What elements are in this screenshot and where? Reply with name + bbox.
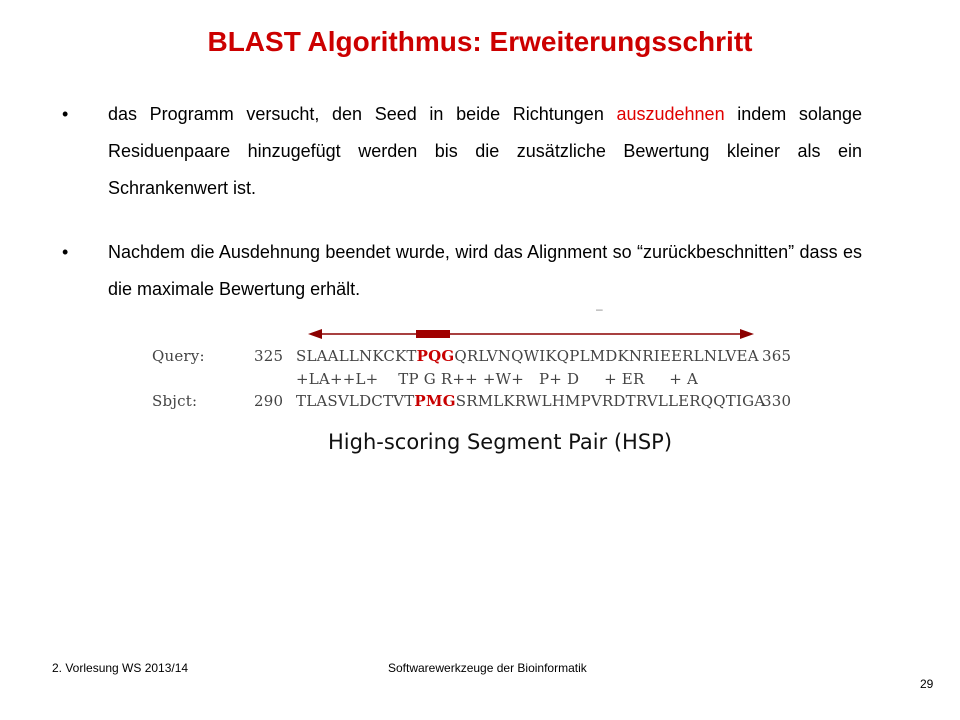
query-pre: SLAALLNKCKT	[296, 347, 417, 365]
sbjct-end: 330	[762, 392, 792, 410]
page-number: 29	[920, 677, 934, 691]
bullet-item	[62, 96, 862, 207]
query-post: QRLVNQWIKQPLMDKNRIEERLNLVEA	[454, 347, 759, 365]
arrow-right-head	[740, 329, 754, 339]
query-start: 325	[254, 347, 284, 365]
bullet-text-continued: indem solange Residuenpaare hinzugefügt werden bis die zusätzliche Bewertung kleiner als ein Schrankenwert ist.	[108, 104, 862, 198]
stray-mark: –	[596, 302, 603, 316]
hsp-alignment-figure	[148, 322, 808, 472]
query-seed: PQG	[416, 347, 455, 365]
sbjct-sequence	[296, 392, 765, 410]
bullet-list	[62, 96, 862, 308]
bullet-marker: •	[62, 104, 69, 124]
footer-course: Softwarewerkzeuge der Bioinformatik	[388, 661, 587, 675]
sbjct-post: SRMLKRWLHMPVRDTRVLLERQQTIGA	[455, 392, 766, 410]
sbjct-start: 290	[254, 392, 284, 410]
slide-title: BLAST Algorithmus: Erweiterungsschritt	[207, 26, 753, 57]
sbjct-label: Sbjct:	[152, 392, 198, 410]
match-line: +LA++L+ TP G R++ +W+ P+ D + ER + A	[296, 370, 699, 388]
sbjct-seed: PMG	[414, 392, 456, 410]
bullet-item	[62, 234, 862, 308]
query-end: 365	[762, 347, 792, 365]
bullet-text: Nachdem die Ausdehnung beendet wurde, wird das Alignment so “zurückbeschnitten” dass es die maximale Bewertung erhält.	[108, 242, 862, 299]
hsp-caption: High-scoring Segment Pair (HSP)	[328, 430, 673, 454]
highlighted-word: auszudehnen	[616, 104, 725, 124]
query-sequence	[296, 347, 759, 365]
bullet-marker: •	[62, 242, 69, 262]
sbjct-pre: TLASVLDCTVT	[296, 392, 415, 410]
seed-bar	[416, 330, 450, 338]
footer-lecture: 2. Vorlesung WS 2013/14	[52, 661, 189, 675]
query-label: Query:	[152, 347, 205, 365]
arrow-left-head	[308, 329, 322, 339]
bullet-text: das Programm versucht, den Seed in beide Richtungen	[108, 104, 617, 124]
